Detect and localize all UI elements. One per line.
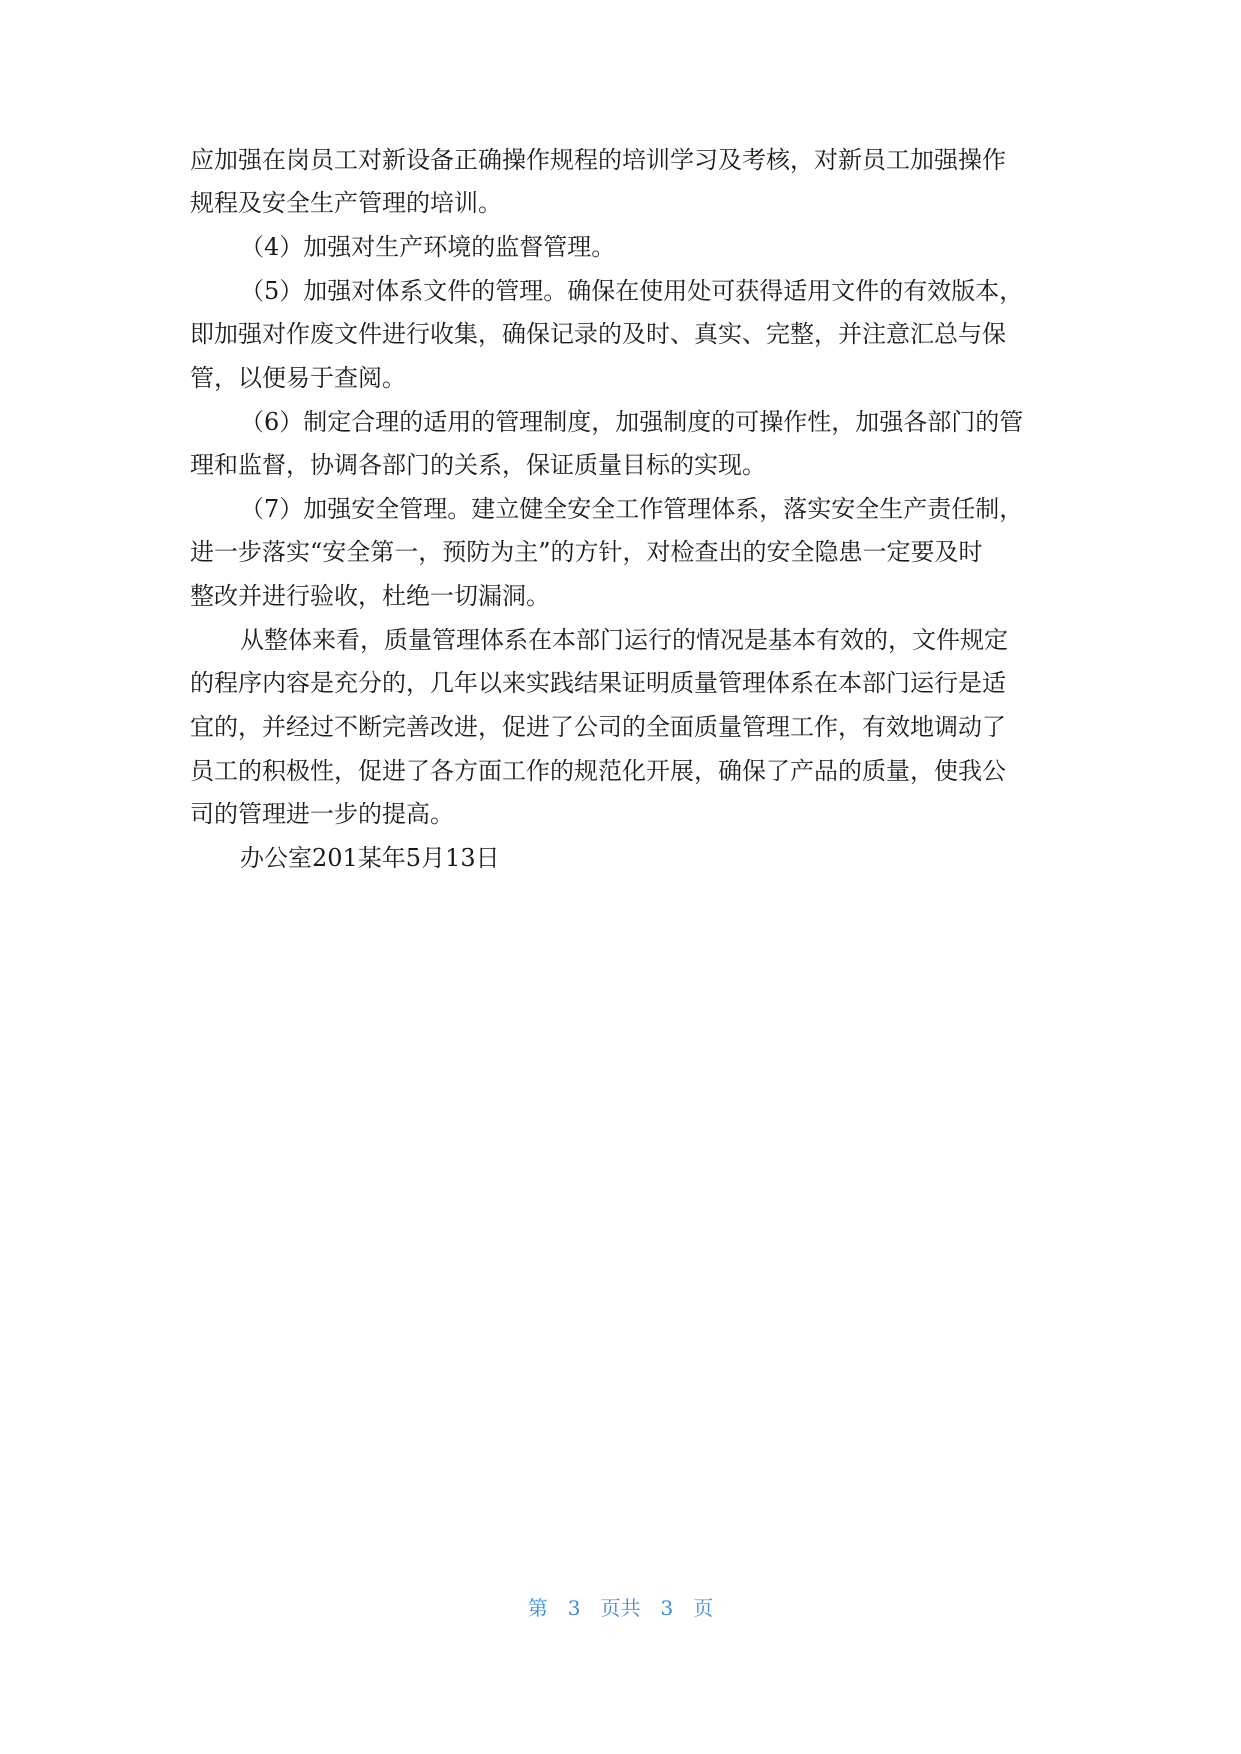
signature-date: 办公室201某年5月13日 xyxy=(240,844,500,872)
body-text-line: 管，以便易于查阅。 xyxy=(190,364,406,392)
body-text-line: 的程序内容是充分的，几年以来实践结果证明质量管理体系在本部门运行是适 xyxy=(190,669,1006,697)
body-text-line: 整改并进行验收，杜绝一切漏洞。 xyxy=(190,582,550,610)
body-text-line: 理和监督，协调各部门的关系，保证质量目标的实现。 xyxy=(190,451,766,479)
body-text-line: 司的管理进一步的提高。 xyxy=(190,800,454,828)
page-label-suffix: 页 xyxy=(693,1596,714,1620)
list-item-4: （4）加强对生产环境的监督管理。 xyxy=(240,233,616,261)
body-text-line: 进一步落实“安全第一，预防为主”的方针，对检查出的安全隐患一定要及时 xyxy=(190,538,983,566)
body-text-line: 宜的，并经过不断完善改进，促进了公司的全面质量管理工作，有效地调动了 xyxy=(190,713,1006,741)
body-text-line: 应加强在岗员工对新设备正确操作规程的培训学习及考核，对新员工加强操作 xyxy=(190,146,1006,174)
body-text-line: 员工的积极性，促进了各方面工作的规范化开展，确保了产品的质量，使我公 xyxy=(190,757,1006,785)
current-page-number: 3 xyxy=(567,1596,581,1620)
list-item-7: （7）加强安全管理。建立健全安全工作管理体系，落实安全生产责任制， xyxy=(240,495,1024,523)
page-label-prefix: 第 xyxy=(527,1596,548,1620)
summary-paragraph-start: 从整体来看，质量管理体系在本部门运行的情况是基本有效的，文件规定 xyxy=(240,626,1008,654)
list-item-6: （6）制定合理的适用的管理制度，加强制度的可操作性，加强各部门的管 xyxy=(240,408,1024,436)
body-text-line: 即加强对作废文件进行收集，确保记录的及时、真实、完整，并注意汇总与保 xyxy=(190,320,1006,348)
total-pages-number: 3 xyxy=(660,1596,674,1620)
page-footer xyxy=(0,1594,1241,1622)
page-label-mid: 页共 xyxy=(600,1596,641,1620)
list-item-5: （5）加强对体系文件的管理。确保在使用处可获得适用文件的有效版本， xyxy=(240,277,1024,305)
body-text-line: 规程及安全生产管理的培训。 xyxy=(190,189,502,217)
